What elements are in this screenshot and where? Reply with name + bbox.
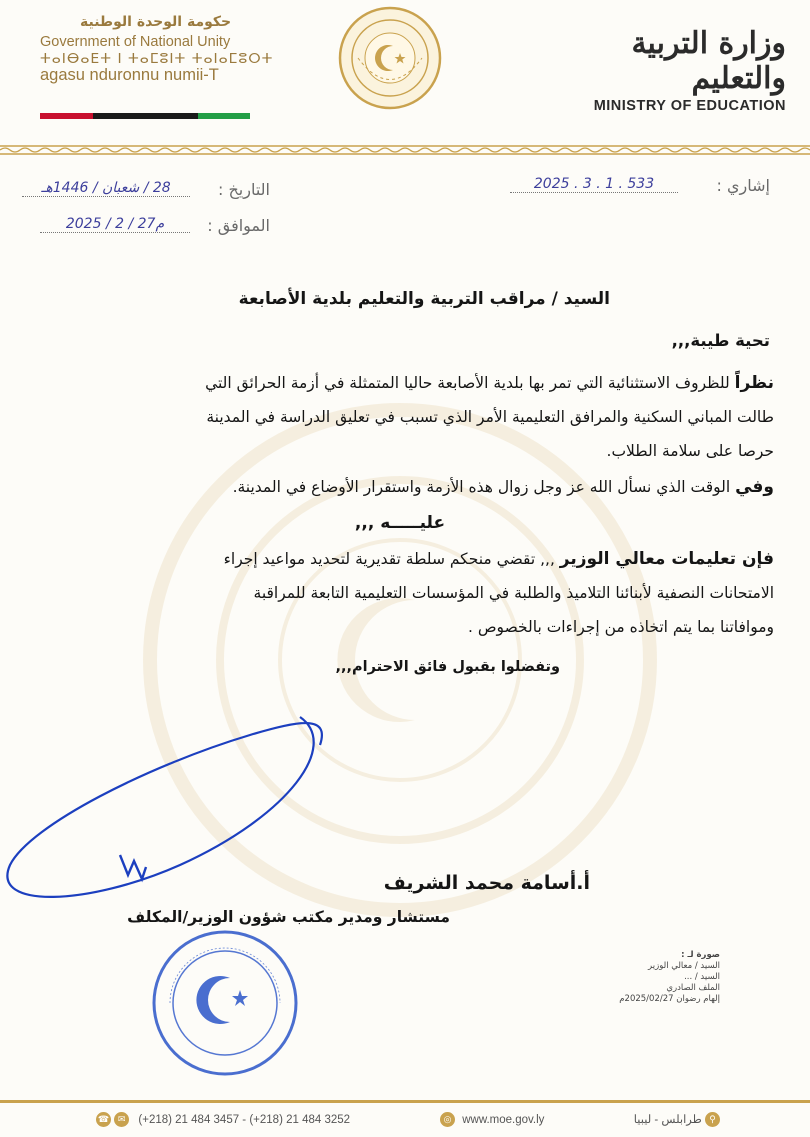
location-pin-icon: ⚲ (705, 1112, 720, 1127)
globe-icon: ◎ (440, 1112, 455, 1127)
paragraph-1-lead: نظراً (734, 373, 774, 393)
paragraph-3-lead: فإن تعليمات معالي الوزير (559, 549, 774, 569)
signatory-name: أ.أسامة محمد الشريف (383, 872, 590, 894)
date-hijri: 28 / شعبان / 1446هـ (22, 180, 190, 197)
paragraph-1-text: للظروف الاستثنائية التي تمر بها بلدية الأصابعة حاليا المتمثلة في أزمة الحرائق التي (205, 374, 735, 392)
ref-label: إشاري : (716, 176, 770, 195)
paragraph-2-lead: وفي (735, 477, 774, 497)
cc-line-4: إلهام رضوان 2025/02/27م (619, 994, 720, 1004)
corresponding-label: الموافق : (207, 216, 270, 235)
footer-phones (96, 1112, 350, 1127)
gov-name-tifinagh: ⵜⴰⵏⴱⴰⴹⵜ ⵏ ⵜⴰⵎⵓⵏⵜ ⵜⴰⵏⴰⵎⵓⵔⵜ (40, 51, 274, 67)
paragraph-1-line-3: حرصا على سلامة الطلاب. (606, 442, 774, 460)
ministry-name-english: MINISTRY OF EDUCATION (593, 98, 786, 114)
paragraph-1-line-2: طالت المباني السكنية والمرافق التعليمية الأمر الذي تسبب في تعليق الدراسة في المدينة (206, 408, 774, 426)
cc-line-2: السيد / ... (684, 972, 720, 982)
paragraph-3-line-2: الامتحانات النصفية لأبنائنا التلاميذ والطلبة في المؤسسات التعليمية التابعة للمراقبة (253, 584, 774, 602)
ministry-emblem-icon (338, 6, 442, 110)
therefore-line: عليـــــه ,,, (354, 513, 446, 533)
flag-color-bar (40, 113, 250, 119)
ref-number: 2025 . 3 . 1 . 533 (510, 176, 678, 193)
header-divider (0, 143, 810, 157)
gov-name-arabic: حكومة الوحدة الوطنية (80, 14, 232, 30)
footer-divider (0, 1100, 810, 1103)
footer-location (590, 1112, 720, 1127)
gov-name-english: Government of National Unity (40, 34, 231, 50)
phone-icon: ☎ (96, 1112, 111, 1127)
paragraph-3-text: ,,, تقضي منحكم سلطة تقديرية لتحديد مواعيد إجراء (223, 550, 560, 568)
government-block (40, 14, 290, 85)
phone-numbers: (+218) 21 484 3457 - (+218) 21 484 3252 (138, 1113, 351, 1126)
gov-name-amazigh: agasu nduronnu numii-T (40, 66, 219, 84)
footer-website (440, 1112, 544, 1127)
cc-line-3: الملف الصادري (666, 983, 720, 993)
paragraph-1-line-1 (36, 372, 774, 394)
cc-block (600, 950, 720, 1005)
date-label: التاريخ : (217, 180, 270, 199)
location-text: طرابلس - ليبيا (633, 1114, 702, 1126)
greeting: تحية طيبة,,, (671, 331, 770, 350)
official-stamp-icon (150, 928, 300, 1078)
paragraph-2-text: الوقت الذي نسأل الله عز وجل زوال هذه الأزمة واستقرار الأوضاع في المدينة. (232, 478, 736, 496)
paragraph-3-line-3: وموافاتنا بما يتم اتخاذه من إجراءات بالخصوص . (467, 618, 774, 636)
paragraph-2 (36, 476, 774, 498)
closing-line: وتفضلوا بقبول فائق الاحترام,,, (335, 659, 560, 675)
recipient-line: السيد / مراقب التربية والتعليم بلدية الأصابعة (238, 289, 610, 309)
website-link[interactable]: www.moe.gov.ly (462, 1113, 545, 1126)
fax-icon: ✉ (114, 1112, 129, 1127)
date-gregorian: 2025 / 2 / 27م (40, 216, 190, 233)
ministry-block (566, 26, 786, 114)
cc-title: صورة لـ : (681, 950, 720, 960)
paragraph-3-line-1 (36, 548, 774, 570)
ministry-name-arabic: وزارة التربية والتعليم (631, 26, 786, 96)
cc-line-1: السيد / معالي الوزير (648, 961, 720, 971)
signatory-title: مستشار ومدير مكتب شؤون الوزير/المكلف (127, 908, 450, 926)
